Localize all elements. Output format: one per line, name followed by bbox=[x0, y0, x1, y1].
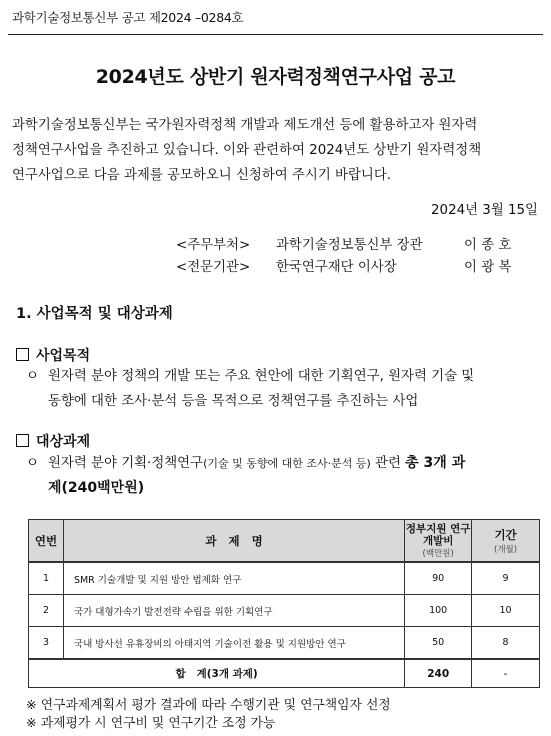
intro-paragraph bbox=[12, 113, 542, 188]
org-role-ministry: <주무부처> bbox=[176, 238, 251, 253]
row-no: 1 bbox=[29, 562, 64, 595]
targets-total-budget: 제(240백만원) bbox=[48, 480, 145, 496]
purpose-line: 원자력 분야 정책의 개발 또는 주요 현안에 대한 기획연구, 원자력 기술 및 bbox=[48, 369, 475, 384]
row-period: 10 bbox=[472, 595, 540, 627]
announcement-number: 과학기술정보통신부 공고 제2024 –0284호 bbox=[12, 10, 244, 25]
org-role-agency: <전문기관> bbox=[176, 260, 251, 275]
col-header-period-label: 기간 bbox=[494, 527, 517, 542]
col-header-budget bbox=[405, 520, 472, 563]
row-no: 2 bbox=[29, 595, 64, 627]
targets-line bbox=[48, 451, 540, 476]
targets-bullet bbox=[26, 451, 540, 501]
row-period: 9 bbox=[472, 562, 540, 595]
total-period: - bbox=[472, 659, 540, 688]
row-no: 3 bbox=[29, 627, 64, 660]
col-header-period bbox=[472, 520, 540, 563]
col-header-budget-unit: (백만원) bbox=[422, 548, 454, 559]
col-header-task: 과 제 명 bbox=[63, 520, 404, 563]
row-period: 8 bbox=[472, 627, 540, 660]
col-header-period-unit: (개월) bbox=[494, 544, 518, 555]
table-total-row bbox=[29, 659, 540, 688]
purpose-bullet bbox=[26, 364, 540, 414]
footnote: ※ 연구과제계획서 평가 결과에 따라 수행기관 및 연구책임자 선정 bbox=[26, 698, 391, 713]
org-head-ministry: 이 종 호 bbox=[464, 238, 512, 253]
task-table bbox=[28, 519, 540, 688]
row-budget: 50 bbox=[405, 627, 472, 660]
org-name-agency: 한국연구재단 이사장 bbox=[276, 260, 397, 275]
row-task: 국내 방사선 유휴장비의 아태지역 기술이전 활용 및 지원방안 연구 bbox=[63, 627, 404, 660]
purpose-heading-label: 사업목적 bbox=[36, 348, 91, 364]
intro-line: 정책연구사업을 추진하고 있습니다. 이와 관련하여 2024년도 상반기 원자력정책 bbox=[12, 143, 482, 158]
checkbox-square-icon bbox=[16, 434, 29, 447]
table-row bbox=[29, 562, 540, 595]
purpose-heading bbox=[16, 345, 90, 365]
intro-line: 연구사업으로 다음 과제를 공모하오니 신청하여 주시기 바랍니다. bbox=[12, 168, 392, 183]
table-header-row bbox=[29, 520, 540, 563]
row-task: SMR 기술개발 및 지원 방안 법제화 연구 bbox=[63, 562, 404, 595]
targets-total-count: 총 3개 과 bbox=[405, 455, 466, 471]
row-budget: 90 bbox=[405, 562, 472, 595]
checkbox-square-icon bbox=[16, 348, 29, 361]
bullet-circle-icon: ㅇ bbox=[26, 369, 39, 384]
total-label: 합 계(3개 과제) bbox=[29, 659, 405, 688]
col-header-no: 연번 bbox=[29, 520, 64, 563]
footnote: ※ 과제평가 시 연구비 및 연구기간 조정 가능 bbox=[26, 716, 276, 731]
targets-text bbox=[48, 451, 540, 501]
col-header-budget-label: 정부지원 연구개발비 bbox=[405, 522, 471, 547]
table-row bbox=[29, 627, 540, 660]
targets-text-main: 원자력 분야 기획·정책연구 bbox=[48, 456, 204, 471]
total-budget: 240 bbox=[405, 659, 472, 688]
header-rule bbox=[8, 34, 543, 35]
purpose-text bbox=[48, 364, 540, 414]
org-name-ministry: 과학기술정보통신부 장관 bbox=[276, 238, 423, 253]
bullet-circle-icon: ㅇ bbox=[26, 456, 39, 471]
targets-heading-label: 대상과제 bbox=[36, 434, 91, 450]
section-title: 1. 사업목적 및 대상과제 bbox=[16, 306, 173, 322]
org-head-agency: 이 광 복 bbox=[464, 260, 512, 275]
table-row bbox=[29, 595, 540, 627]
page-title: 2024년도 상반기 원자력정책연구사업 공고 bbox=[95, 66, 456, 88]
purpose-line: 동향에 대한 조사·분석 등을 목적으로 정책연구를 추진하는 사업 bbox=[48, 394, 419, 409]
row-budget: 100 bbox=[405, 595, 472, 627]
targets-text-note: (기술 및 동향에 대한 조사·분석 등) bbox=[203, 457, 371, 470]
announcement-date: 2024년 3월 15일 bbox=[431, 203, 538, 218]
intro-line: 과학기술정보통신부는 국가원자력정책 개발과 제도개선 등에 활용하고자 원자력 bbox=[12, 118, 478, 133]
row-task: 국가 대형가속기 발전전략 수립을 위한 기획연구 bbox=[63, 595, 404, 627]
targets-heading bbox=[16, 431, 90, 451]
targets-text-mid: 관련 bbox=[370, 456, 406, 471]
